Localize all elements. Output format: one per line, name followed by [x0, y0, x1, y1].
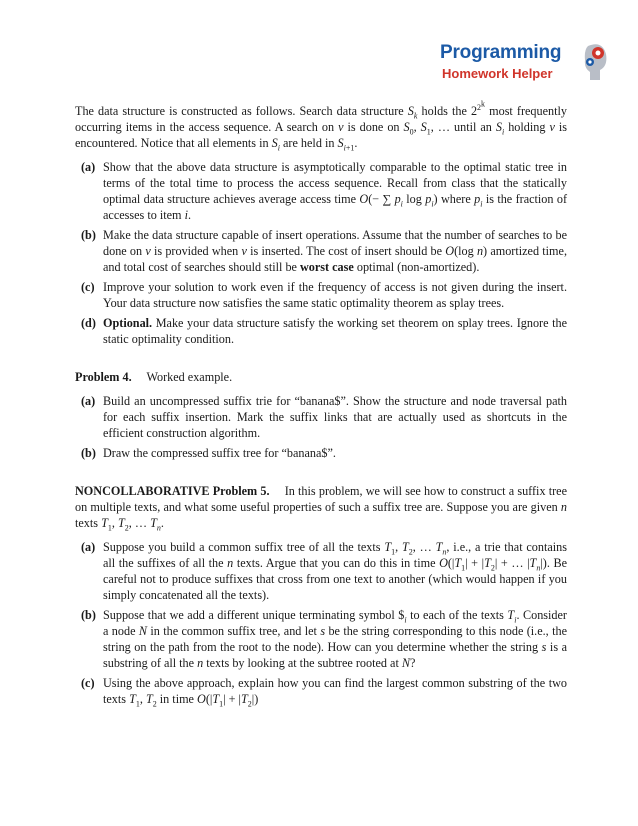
list-item: (a) Build an uncompressed suffix trie for “banana$”. Show the structure and node traversal path for each suffix insertion. Mark the suffix links that are actually used as shortcuts in the efficient construction algorithm.	[81, 394, 567, 440]
problem3-list	[75, 159, 567, 347]
problem-title: NONCOLLABORATIVE Problem 5.	[75, 484, 270, 498]
logo	[432, 40, 607, 86]
list-item: (a) Show that the above data structure is asymptotically comparable to the optimal static tree in terms of the total time to process the access sequence. Recall from class that the statically optimal data structure achieves average access time O(− ∑ $p_i$ $\log p_i$) where $p_i$ is the fraction of accesses to item i.	[81, 160, 567, 222]
list-item: (d) Optional. Make your data structure satisfy the working set theorem on splay trees. Ignore the static optimality condition.	[81, 316, 567, 346]
list-item: (b) Suppose that we add a different unique terminating symbol $\$_i$ to each of the texts $T_i$. Consider a node N in the common suffix tree, and let s be the string corresponding to this node (i.e., the string on the path from the root to the node). How can you determine whether the string s is a substring of all the n texts by looking at the subtree rooted at N?	[81, 608, 567, 670]
list-item: (c) Improve your solution to work even if the frequency of access is not given during the insert. Your data structure now satisfies the same static optimality theorem as splay trees.	[81, 280, 567, 310]
list-item: (a) Suppose you build a common suffix tree of all the texts $T_1$, $T_2$, … $T_n$, i.e., a trie that contains all the suffixes of all the n texts. Argue that you can do this in time $O(|T_1| + |T_2|$ + … $|T_n|$). Be careful not to produce suffixes that cross from one text to another (which would happen if you simply concatenated all the texts).	[81, 540, 568, 602]
intro-paragraph: The data structure is constructed as follows. Search data structure $S_k$ holds the $2^{2^k}$ most frequently occurring items in the access sequence. A search on v is done on $S_0$, $S_1$, … until an $S_i$ holding v is encountered. Notice that all elements in $S_i$ are held in $S_{i+1}$.	[75, 99, 567, 153]
problem5-list	[75, 539, 567, 707]
problem4-list	[75, 393, 567, 461]
problem-title: Problem 4.	[75, 370, 132, 384]
document-body	[75, 99, 568, 711]
head-gear-icon	[582, 42, 608, 82]
problem-subtitle: Worked example.	[146, 370, 233, 384]
list-item: (b) Make the data structure capable of insert operations. Assume that the number of searches to be done on v is provided when v is inserted. The cost of insert should be O(log n) amortized time, and total cost of searches should still be worst case optimal (non-amortized).	[81, 228, 567, 274]
problem5: NONCOLLABORATIVE Problem 5. In this problem, we will see how to construct a suffix tree on multiple texts, and what some useful properties of such a suffix tree are. Suppose you are given n texts $T_1$, $T_2$, … $T_n$. (a) Suppose you build a common suffix tree of all the texts $T_1$, $T_2$, … $T_n$, i.e., a trie that contains all the suffixes of all the n texts. Argue that you can do this in time $O(|T_1| + |T_2|$ + … $|T_n|$). Be careful not to produce suffixes that cross from one text to another (which would happen if you simply concatenated all the texts). (b) Suppose that we add a different unique terminating symbol $\$_i$ to each of the texts $T_i$. Consider a node N in the common suffix tree, and let s be the string corresponding to this node (i.e., the string on the path from the root to the node). How can you determine whether the string s is a substring of all the n texts by looking at the subtree rooted at N? (c) Using the above approach, explain how you can find the largest common substring of the two texts $T_1$, $T_2$ in time $O(|T_1| + |T_2|)$	[75, 484, 568, 709]
problem4	[75, 369, 567, 461]
logo-title: Programming	[440, 42, 562, 63]
logo-subtitle: Homework Helper	[442, 66, 553, 81]
list-item: (c) Using the above approach, explain how you can find the largest common substring of the two texts $T_1$, $T_2$ in time $O(|T_1| + |T_2|)$	[81, 676, 567, 709]
list-item: (b) Draw the compressed suffix tree for “banana$”.	[81, 446, 336, 460]
